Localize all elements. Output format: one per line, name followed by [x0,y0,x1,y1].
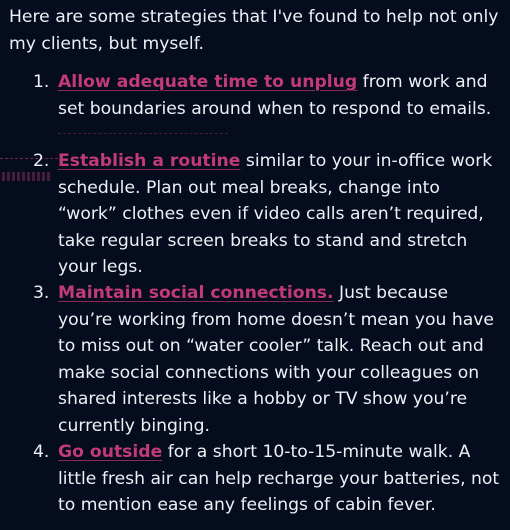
list-number: 4. [33,442,50,462]
highlight-link[interactable]: Allow adequate time to unplug [58,72,358,92]
list-item-text [58,69,503,122]
list-item-text [58,439,503,519]
intro-paragraph: Here are some strategies that I've found to help not only my clients, but myself. [9,7,499,54]
list-number: 1. [33,72,50,92]
highlight-link[interactable]: Establish a routine [58,151,241,171]
list-item-body: Just because you’re working from home doesn’t mean you have to miss out on “water cooler” talk. Reach out and make social connections with your colleagues on shared interests like a hobby or TV show you’re currently binging. [58,283,494,436]
list-item-text [58,280,503,439]
highlight-link[interactable]: Maintain social connections. [58,283,334,303]
list-number: 3. [33,283,50,303]
list-item-body: from work and set boundaries around when to respond to emails. [58,72,492,119]
list-number: 2. [33,151,50,171]
list-item-body: similar to your in-office work schedule. Plan out meal breaks, change into “work” clothes even if video calls aren’t required, take regular screen breaks to stand and stretch your legs. [58,151,493,277]
decorative-dash-line [58,133,228,134]
highlight-link[interactable]: Go outside [58,442,163,462]
list-item-text [58,148,503,281]
list-item-body: for a short 10-to-15-minute walk. A little fresh air can help recharge your batteries, not to mention ease any feelings of cabin fever. [58,442,500,515]
